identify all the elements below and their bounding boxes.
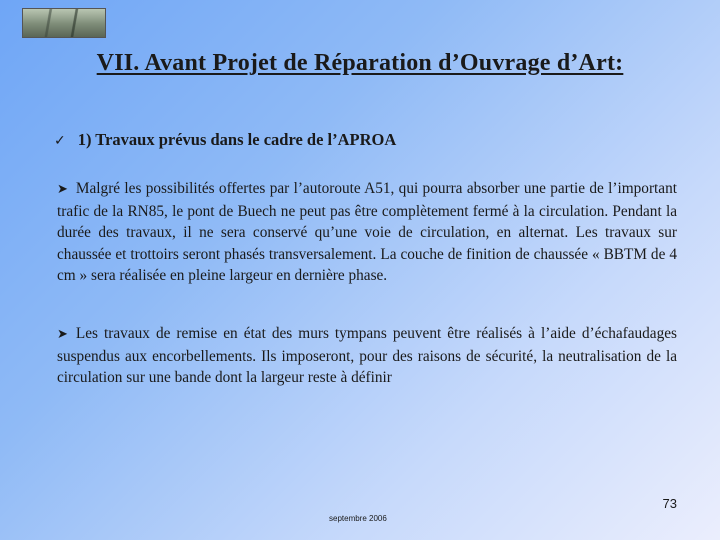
paragraph-text: Les travaux de remise en état des murs tympans peuvent être réalisés à l’aide d’échafaudages suspendus aux encorbellements. Ils imposeront, pour des raisons de sécurité, la neutralisation de la circulation sur une bande dont la largeur reste à définir <box>57 325 677 386</box>
bridge-thumbnail-image <box>22 8 106 38</box>
paragraph-walls <box>57 323 677 389</box>
subtitle-text: 1) Travaux prévus dans le cadre de l’APROA <box>77 130 397 149</box>
arrow-bullet-icon: ➤ <box>57 327 68 342</box>
section-subtitle <box>54 130 396 150</box>
footer-date: septembre 2006 <box>329 514 387 523</box>
arrow-bullet-icon: ➤ <box>57 182 68 197</box>
checkmark-bullet-icon: ✓ <box>54 133 66 149</box>
slide-title: VII. Avant Projet de Réparation d’Ouvrage d’Art: <box>96 50 624 76</box>
page-number: 73 <box>662 496 677 511</box>
paragraph-text: Malgré les possibilités offertes par l’autoroute A51, qui pourra absorber une partie de l’important trafic de la RN85, le pont de Buech ne peut pas être complètement fermé à la circulation. Pendant la durée des travaux, il ne sera conservé qu’une voie de circulation, en alternat. Les travaux sur chaussée et trottoirs seront phasés transversalement. La couche de finition de chaussée « BBTM de 4 cm » sera réalisée en pleine largeur en dernière phase. <box>57 180 677 284</box>
paragraph-traffic <box>57 178 677 287</box>
